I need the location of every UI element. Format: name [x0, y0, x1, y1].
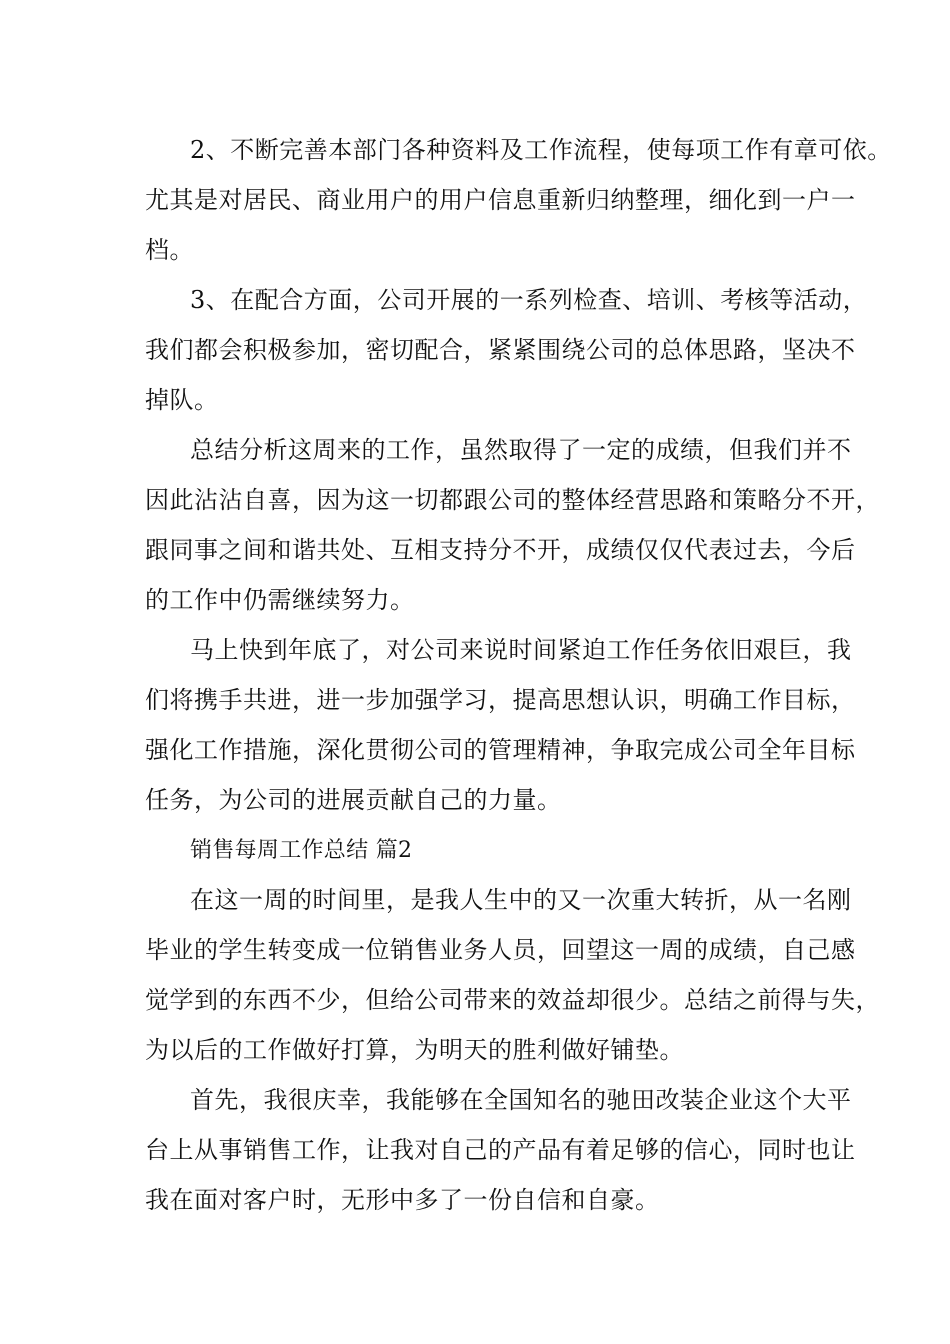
paragraph-3-line-3: 跟同事之间和谐共处、互相支持分不开，成绩仅仅代表过去，今后	[145, 536, 856, 564]
paragraph-3-line-2: 因此沾沾自喜，因为这一切都跟公司的整体经营思路和策略分不开，	[145, 486, 880, 514]
paragraph-2-line-3: 掉队。	[145, 386, 219, 414]
paragraph-3-line-4: 的工作中仍需继续努力。	[145, 586, 415, 614]
paragraph-2-line-1: 3、在配合方面，公司开展的一系列检查、培训、考核等活动，	[190, 286, 868, 314]
paragraph-2-line-2: 我们都会积极参加，密切配合，紧紧围绕公司的总体思路，坚决不	[145, 336, 856, 364]
section-paragraph-2-line-3: 我在面对客户时，无形中多了一份自信和自豪。	[145, 1186, 660, 1214]
section-paragraph-1-line-3: 觉学到的东西不少，但给公司带来的效益却很少。总结之前得与失，	[145, 986, 880, 1014]
section-paragraph-2-line-1: 首先，我很庆幸，我能够在全国知名的驰田改装企业这个大平	[190, 1086, 852, 1114]
section-paragraph-1-line-2: 毕业的学生转变成一位销售业务人员，回望这一周的成绩，自己感	[145, 936, 856, 964]
paragraph-1-line-3: 档。	[145, 236, 194, 264]
paragraph-4-line-3: 强化工作措施，深化贯彻公司的管理精神，争取完成公司全年目标	[145, 736, 856, 764]
paragraph-1-line-1: 2、不断完善本部门各种资料及工作流程，使每项工作有章可依。	[190, 136, 892, 164]
section-heading: 销售每周工作总结 篇2	[190, 838, 413, 863]
paragraph-4-line-2: 们将携手共进，进一步加强学习，提高思想认识，明确工作目标，	[145, 686, 856, 714]
paragraph-3-line-1: 总结分析这周来的工作，虽然取得了一定的成绩，但我们并不	[190, 436, 852, 464]
section-paragraph-2-line-2: 台上从事销售工作，让我对自己的产品有着足够的信心，同时也让	[145, 1136, 856, 1164]
paragraph-1-line-2: 尤其是对居民、商业用户的用户信息重新归纳整理，细化到一户一	[145, 186, 856, 214]
section-paragraph-1-line-1: 在这一周的时间里，是我人生中的又一次重大转折，从一名刚	[190, 886, 852, 914]
paragraph-4-line-4: 任务，为公司的进展贡献自己的力量。	[145, 786, 562, 814]
paragraph-4-line-1: 马上快到年底了，对公司来说时间紧迫工作任务依旧艰巨，我	[190, 636, 852, 664]
section-paragraph-1-line-4: 为以后的工作做好打算，为明天的胜利做好铺垫。	[145, 1036, 684, 1064]
